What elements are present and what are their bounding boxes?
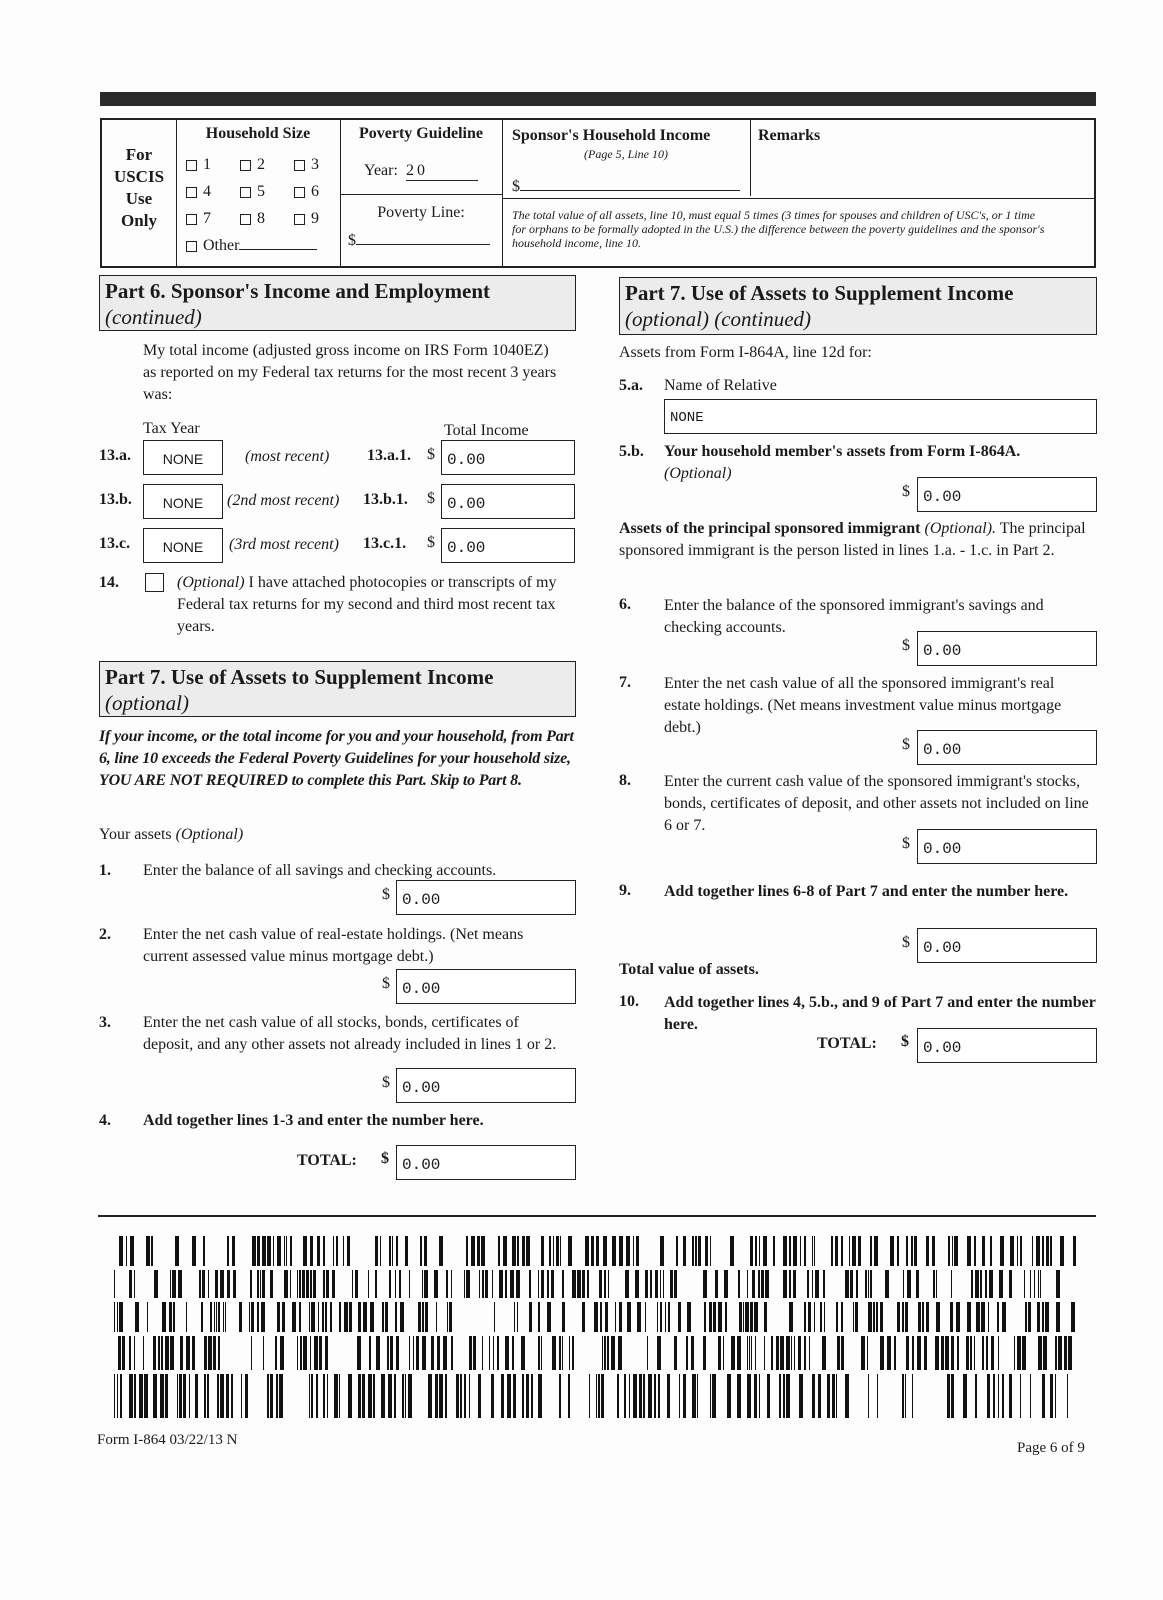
bottom-rule (98, 1215, 1096, 1217)
item1-text: Enter the balance of all savings and checking accounts. (143, 862, 497, 879)
dollar-sign: $ (427, 490, 435, 507)
household-size-heading: Household Size (205, 125, 311, 142)
income-13a1-field[interactable]: 0.00 (441, 440, 575, 475)
total-value-of-assets-label: Total value of assets. (619, 961, 759, 978)
row-13b-desc: (2nd most recent) (227, 492, 340, 509)
item9-text: Add together lines 6-8 of Part 7 and enter the number here. (664, 883, 1069, 900)
item8-text: Enter the current cash value of the sponsored immigrant's stocks, bonds, certificates of deposit, and other assets not included on line 6 or 7. (664, 773, 1089, 834)
sponsor-income-reference: (Page 5, Line 10) (584, 147, 668, 161)
size-option-6[interactable]: 6 (294, 183, 319, 200)
item2-field[interactable]: 0.00 (396, 969, 576, 1004)
size-option-1[interactable]: 1 (186, 151, 240, 178)
item4-total-field[interactable]: 0.00 (396, 1145, 576, 1180)
poverty-year: Year: 20 (364, 162, 478, 181)
row-13a-number: 13.a. (99, 447, 131, 464)
page-number: Page 6 of 9 (1017, 1440, 1085, 1456)
barcode-image (114, 1236, 1076, 1418)
size-option-other[interactable]: Other (186, 232, 319, 259)
row-13c-number: 13.c. (99, 535, 131, 552)
dollar-sign: $ (902, 934, 910, 951)
item3-field[interactable]: 0.00 (396, 1068, 576, 1103)
income-13b1-field[interactable]: 0.00 (441, 484, 575, 519)
dollar-sign: $ (382, 886, 390, 903)
sponsor-income-field[interactable]: $ (512, 176, 740, 196)
item9-field[interactable]: 0.00 (917, 928, 1097, 963)
uscis-use-only-box (100, 118, 1096, 268)
top-rule (100, 92, 1096, 106)
size-option-3[interactable]: 3 (294, 156, 319, 173)
uscis-use-only-label: For USCIS Use Only (113, 145, 165, 230)
dollar-sign: $ (382, 975, 390, 992)
row-13a-desc: (most recent) (245, 448, 330, 465)
item14-checkbox[interactable] (145, 573, 164, 592)
dollar-sign: $ (902, 637, 910, 654)
item5b-label: Your household member's assets from Form I-864A. (Optional) (664, 443, 1021, 482)
item6-field[interactable]: 0.00 (917, 631, 1097, 666)
part6-intro: My total income (adjusted gross income on IRS Form 1040EZ) as reported on my Federal tax returns for the most recent 3 years was: (143, 342, 557, 403)
household-size-options (186, 151, 319, 259)
part7-header: Part 7. Use of Assets to Supplement Income (optional) (99, 661, 576, 717)
size-option-5[interactable]: 5 (240, 178, 294, 205)
item8-number: 8. (619, 772, 631, 789)
dollar-sign: $ (427, 446, 435, 463)
item6-number: 6. (619, 596, 631, 613)
item5a-label: Name of Relative (664, 377, 777, 394)
dollar-sign: $ (382, 1074, 390, 1091)
tax-year-13a-field[interactable]: NONE (143, 440, 223, 475)
item10-text: Add together lines 4, 5.b., and 9 of Part 7 and enter the number here. (664, 994, 1096, 1033)
poverty-guideline-heading: Poverty Guideline (359, 125, 483, 142)
size-option-2[interactable]: 2 (240, 151, 294, 178)
assets-from-label: Assets from Form I-864A, line 12d for: (619, 344, 872, 361)
item5b-field[interactable]: 0.00 (917, 477, 1097, 512)
tax-year-13b-field[interactable]: NONE (143, 484, 223, 519)
item1-number: 1. (99, 862, 111, 879)
total-income-label: Total Income (444, 422, 529, 439)
item2-number: 2. (99, 926, 111, 943)
part7-right-total-label: TOTAL: (817, 1035, 877, 1052)
poverty-line-field[interactable]: $ (348, 230, 490, 250)
size-option-8[interactable]: 8 (240, 205, 294, 232)
size-option-9[interactable]: 9 (294, 210, 319, 227)
assets-note: The total value of all assets, line 10, must equal 5 times (3 times for spouses and children of USC's, or 1 time for orphans to be formally adopted in the U.S.) the difference between the poverty guidelines and the sponsor's household income, line 10. (512, 208, 1045, 250)
principal-immigrant-text: Assets of the principal sponsored immigrant (Optional). The principal sponsored immigrant is the person listed in lines 1.a. - 1.c. in Part 2. (619, 520, 1086, 559)
item14-text: (Optional) I have attached photocopies or transcripts of my Federal tax returns for my second and third most recent tax years. (177, 574, 557, 635)
tax-year-13c-field[interactable]: NONE (143, 528, 223, 563)
item6-text: Enter the balance of the sponsored immigrant's savings and checking accounts. (664, 597, 1044, 636)
row-13b1-number: 13.b.1. (363, 491, 408, 508)
item5a-number: 5.a. (619, 377, 643, 394)
dollar-sign: $ (902, 736, 910, 753)
dollar-sign: $ (901, 1033, 909, 1050)
form-id: Form I-864 03/22/13 N (97, 1432, 238, 1448)
item8-field[interactable]: 0.00 (917, 829, 1097, 864)
item3-number: 3. (99, 1014, 111, 1031)
dollar-sign: $ (381, 1150, 389, 1167)
dollar-sign: $ (427, 534, 435, 551)
poverty-line-label: Poverty Line: (377, 204, 465, 221)
item10-total-field[interactable]: 0.00 (917, 1028, 1097, 1063)
item10-number: 10. (619, 993, 639, 1010)
item4-text: Add together lines 1-3 and enter the number here. (143, 1112, 484, 1129)
name-of-relative-field[interactable]: NONE (664, 399, 1097, 434)
row-13c-desc: (3rd most recent) (229, 536, 339, 553)
dollar-sign: $ (902, 835, 910, 852)
part7-left-total-label: TOTAL: (297, 1152, 357, 1169)
size-option-4[interactable]: 4 (186, 178, 240, 205)
item2-text: Enter the net cash value of real-estate holdings. (Net means current assessed value minus mortgage debt.) (143, 926, 524, 965)
income-13c1-field[interactable]: 0.00 (441, 528, 575, 563)
item9-number: 9. (619, 882, 631, 899)
sponsor-income-heading: Sponsor's Household Income (512, 127, 711, 144)
your-assets-label: Your assets (Optional) (99, 826, 244, 843)
part6-header: Part 6. Sponsor's Income and Employment (continued) (99, 275, 576, 331)
tax-year-label: Tax Year (143, 420, 200, 437)
row-13a1-number: 13.a.1. (367, 447, 411, 464)
item7-text: Enter the net cash value of all the sponsored immigrant's real estate holdings. (Net means investment value minus mortgage debt.) (664, 675, 1062, 736)
item7-number: 7. (619, 674, 631, 691)
item3-text: Enter the net cash value of all stocks, bonds, certificates of deposit, and any other assets not already included in lines 1 or 2. (143, 1014, 557, 1053)
remarks-heading: Remarks (758, 127, 821, 144)
part7-warning: If your income, or the total income for you and your household, from Part 6, line 10 exceeds the Federal Poverty Guidelines for your household size, YOU ARE NOT REQUIRED to complete this Part. Skip to Part 8. (99, 728, 574, 789)
item14-number: 14. (99, 574, 119, 591)
tax-income-rows (99, 440, 579, 560)
item5b-number: 5.b. (619, 443, 644, 460)
dollar-sign: $ (902, 483, 910, 500)
row-13c1-number: 13.c.1. (363, 535, 407, 552)
part7-continued-header: Part 7. Use of Assets to Supplement Income (optional) (continued) (619, 277, 1097, 335)
poverty-year-field[interactable]: 20 (406, 162, 478, 181)
item4-number: 4. (99, 1112, 111, 1129)
size-option-7[interactable]: 7 (186, 205, 240, 232)
item1-field[interactable]: 0.00 (396, 880, 576, 915)
row-13b-number: 13.b. (99, 491, 132, 508)
item7-field[interactable]: 0.00 (917, 730, 1097, 765)
